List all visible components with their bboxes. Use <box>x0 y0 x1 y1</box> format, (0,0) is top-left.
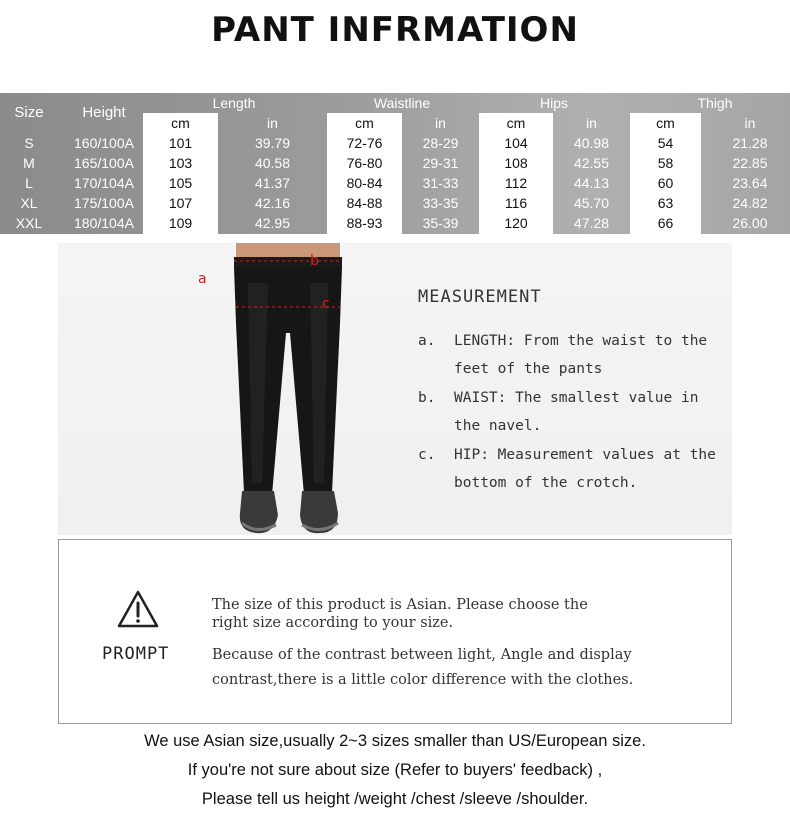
cell-size: S <box>24 135 34 151</box>
header-hips: Hips <box>539 95 568 111</box>
cell-waist-cm: 84-88 <box>346 195 383 211</box>
unit-thigh-in: in <box>744 115 756 131</box>
cell-waist-cm: 72-76 <box>346 135 383 151</box>
cell-waist-in: 35-39 <box>422 215 459 231</box>
cell-thigh-cm: 54 <box>657 135 674 151</box>
measurement-line: bottom of the crotch. <box>454 475 638 491</box>
cell-waist-in: 28-29 <box>422 135 459 151</box>
header-thigh: Thigh <box>697 95 733 111</box>
prompt-line: contrast,there is a little color difference with the clothes. <box>212 672 634 688</box>
measurement-letter: a. <box>418 333 436 349</box>
cell-height: 160/100A <box>74 135 134 151</box>
table-row <box>0 173 790 193</box>
cell-height: 180/104A <box>74 215 134 231</box>
footer-line: Please tell us height /weight /chest /sleeve /shoulder. <box>201 790 589 808</box>
cell-length-in: 42.16 <box>254 195 291 211</box>
cell-hips-cm: 104 <box>504 135 528 151</box>
table-row <box>0 213 790 233</box>
cell-length-in: 39.79 <box>254 135 291 151</box>
measurement-line: feet of the pants <box>454 361 603 377</box>
cell-hips-cm: 112 <box>504 175 528 191</box>
cell-thigh-in: 23.64 <box>732 175 768 191</box>
cell-length-in: 41.37 <box>254 175 291 191</box>
cell-waist-in: 31-33 <box>422 175 459 191</box>
cell-hips-cm: 108 <box>504 155 528 171</box>
cell-size: L <box>25 175 33 191</box>
cell-size: XL <box>20 195 38 211</box>
cell-length-cm: 105 <box>168 175 193 191</box>
page-title: PANT INFRMATION <box>211 10 579 50</box>
cell-thigh-cm: 66 <box>657 215 674 231</box>
prompt-box <box>58 539 732 724</box>
cell-length-cm: 109 <box>168 215 193 231</box>
cell-height: 170/104A <box>74 175 134 191</box>
table-row <box>0 153 790 173</box>
prompt-line: The size of this product is Asian. Please choose the <box>212 597 588 613</box>
unit-thigh-cm: cm <box>656 115 675 131</box>
cell-hips-in: 42.55 <box>573 155 610 171</box>
header-height: Height <box>82 104 126 121</box>
cell-thigh-cm: 63 <box>657 195 674 211</box>
cell-length-cm: 103 <box>168 155 193 171</box>
cell-hips-in: 44.13 <box>573 175 610 191</box>
cell-waist-in: 29-31 <box>422 155 459 171</box>
size-table <box>0 93 790 234</box>
cell-waist-cm: 88-93 <box>346 215 383 231</box>
cell-size: M <box>23 155 35 171</box>
cell-size: XXL <box>15 215 43 231</box>
measurement-section <box>58 243 732 535</box>
unit-length-cm: cm <box>171 115 190 131</box>
cell-height: 175/100A <box>74 195 134 211</box>
cell-waist-in: 33-35 <box>422 195 459 211</box>
warning-icon <box>116 589 160 629</box>
measurement-letter: b. <box>418 390 436 406</box>
measurement-line: WAIST: The smallest value in <box>454 390 699 406</box>
cell-thigh-in: 22.85 <box>732 155 768 171</box>
cell-waist-cm: 76-80 <box>346 155 383 171</box>
cell-thigh-in: 26.00 <box>732 215 768 231</box>
measurement-line: the navel. <box>454 418 542 434</box>
cell-hips-cm: 120 <box>504 215 528 231</box>
measurement-title: MEASUREMENT <box>418 287 542 307</box>
table-row <box>0 133 790 153</box>
prompt-label: PROMPT <box>102 644 170 664</box>
header-waistline: Waistline <box>373 95 431 111</box>
cell-hips-in: 45.70 <box>573 195 610 211</box>
marker-a: a <box>198 271 207 287</box>
cell-hips-in: 47.28 <box>573 215 610 231</box>
prompt-line: Because of the contrast between light, Angle and display <box>212 647 632 663</box>
footer-line: If you're not sure about size (Refer to buyers' feedback) , <box>187 761 603 779</box>
prompt-line: right size according to your size. <box>212 615 454 631</box>
cell-length-cm: 107 <box>168 195 193 211</box>
pants-model-illustration <box>228 243 348 535</box>
unit-hips-in: in <box>586 115 597 131</box>
measurement-letter: c. <box>418 447 436 463</box>
marker-c: c <box>322 296 330 312</box>
cell-thigh-cm: 60 <box>657 175 674 191</box>
cell-length-cm: 101 <box>168 135 193 151</box>
cell-length-in: 40.58 <box>254 155 291 171</box>
cell-waist-cm: 80-84 <box>346 175 383 191</box>
cell-thigh-in: 21.28 <box>732 135 768 151</box>
cell-hips-cm: 116 <box>504 195 528 211</box>
header-size: Size <box>14 104 44 121</box>
cell-thigh-cm: 58 <box>657 155 674 171</box>
unit-waist-cm: cm <box>355 115 374 131</box>
table-row <box>0 193 790 213</box>
cell-hips-in: 40.98 <box>573 135 610 151</box>
footer-line: We use Asian size,usually 2~3 sizes smaller than US/European size. <box>144 732 646 750</box>
marker-b: b <box>310 253 319 269</box>
cell-thigh-in: 24.82 <box>732 195 768 211</box>
unit-length-in: in <box>267 115 278 131</box>
unit-hips-cm: cm <box>506 115 526 131</box>
unit-waist-in: in <box>435 115 446 131</box>
cell-length-in: 42.95 <box>254 215 291 231</box>
cell-height: 165/100A <box>74 155 134 171</box>
measurement-line: HIP: Measurement values at the <box>454 447 716 463</box>
header-length: Length <box>212 95 256 111</box>
measurement-line: LENGTH: From the waist to the <box>454 333 708 349</box>
